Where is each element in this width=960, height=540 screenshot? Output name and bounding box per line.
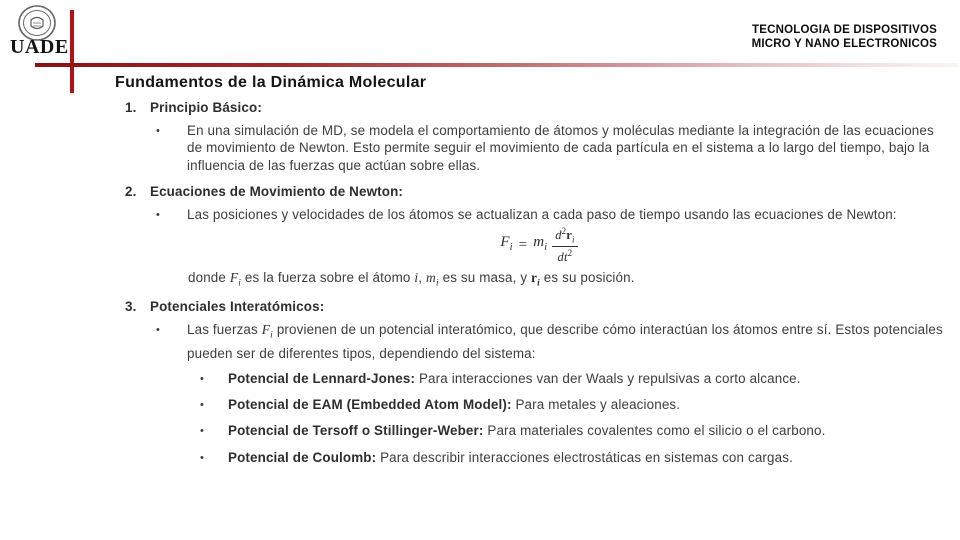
fraction-numerator: $d^2r_i$ [552,226,577,247]
section-2-heading [115,183,948,200]
bullet-icon: • [200,372,205,385]
section-1-number: 1. [125,100,137,115]
uade-logo-text: UADE [10,36,69,58]
section-3-bullet-text: Las fuerzas $F_i$ provienen de un potencial interatómico, que describe cómo interactúan los átomos entre sí. Estos potenciales pueden ser de diferentes tipos, dependiendo del sistema: [187,321,943,361]
section-3-heading-text: Potenciales Interatómicos: [150,298,325,314]
potential-item-tersoff [200,422,948,440]
equation-mass-symbol: $m_i$ [533,234,548,254]
equation-fraction [552,226,577,265]
fraction-denominator: $dt^2$ [557,248,573,265]
force-symbol: $F_i$ [261,321,273,341]
section-3-number: 3. [125,298,137,314]
course-title-line2: MICRO Y NANO ELECTRONICOS [751,37,937,50]
section-1-bullet-text: En una simulación de MD, se modela el comportamiento de átomos y moléculas mediante la integración de las ecuaciones de movimiento de Newton. Esto permite seguir el movimiento de cada partícula en el sistema a lo largo del tiempo, bajo la influencia de las fuerzas que actúan sobre ellas. [187,123,934,173]
section-1-heading-text: Principio Básico: [150,100,262,115]
bullet-icon: • [200,425,205,438]
equals-sign: = [518,236,528,253]
equation-force-symbol: $F_i$ [500,234,513,254]
potential-item-text: Potencial de EAM (Embedded Atom Model): Para metales y aleaciones. [228,397,681,413]
bullet-icon: • [156,323,161,336]
section-3-bullet [156,321,948,362]
section-2-bullet-text: Las posiciones y velocidades de los átomos se actualizan a cada paso de tiempo usando las ecuaciones de Newton: [187,207,897,223]
bullet-icon: • [156,209,161,222]
course-title-line1: TECNOLOGIA DE DISPOSITIVOS [752,24,937,36]
slide-title: Fundamentos de la Dinámica Molecular [115,74,427,91]
course-header [752,24,937,51]
potential-item-text: Potencial de Lennard-Jones: Para interacciones van der Waals y repulsivas a corto alcance. [228,370,801,386]
position-symbol: $r_i$ [531,269,540,289]
newton-equation [115,226,948,265]
section-2-bullet [156,206,948,224]
potential-item-lennard-jones [200,370,948,388]
bullet-icon: • [156,125,161,138]
force-symbol: $F_i$ [229,269,242,289]
section-2-number: 2. [125,183,137,199]
potential-item-coulomb [200,449,948,467]
equation-legend: donde $F_i$ es la fuerza sobre el átomo i, $m_i$ es su masa, y $r_i$ es su posición. [188,269,635,289]
slide-body [115,99,948,467]
section-3-heading [115,298,948,315]
red-vertical-rule [70,10,74,93]
newton-equation-body [500,226,577,265]
potential-item-eam [200,396,948,414]
red-horizontal-rule [35,63,958,67]
bullet-icon: • [200,451,205,464]
index-symbol: i [414,269,419,285]
bullet-icon: • [200,399,205,412]
section-2-heading-text: Ecuaciones de Movimiento de Newton: [150,183,404,199]
section-1-bullet [156,122,948,174]
potential-item-text: Potencial de Tersoff o Stillinger-Weber: Para materiales covalentes como el silicio o el carbono. [228,423,826,439]
potential-item-text: Potencial de Coulomb: Para describir interacciones electrostáticas en sistemas con cargas. [228,449,793,465]
section-1-heading [115,99,948,116]
mass-symbol: $m_i$ [426,269,439,289]
